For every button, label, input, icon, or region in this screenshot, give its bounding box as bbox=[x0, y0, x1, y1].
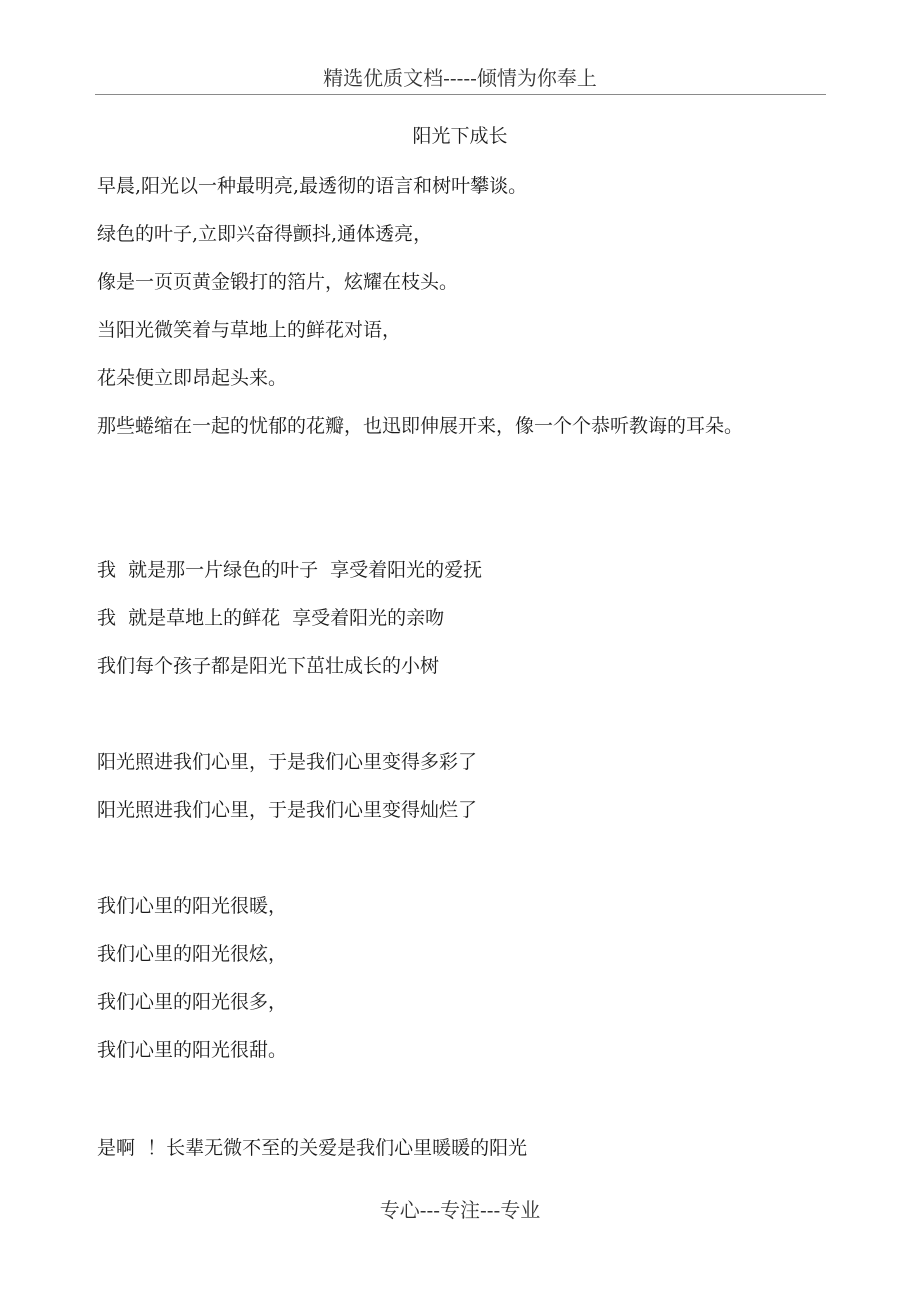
poem-line: 我 就是草地上的鲜花 享受着阳光的亲吻 bbox=[97, 607, 445, 629]
document-title: 阳光下成长 bbox=[412, 125, 508, 147]
poem-line: 我们心里的阳光很多， bbox=[97, 991, 288, 1013]
page-header: 精选优质文档-----倾情为你奉上 bbox=[323, 66, 597, 90]
poem-line: 我们心里的阳光很暖， bbox=[97, 895, 288, 917]
paragraph-line: 像是一页页黄金锻打的箔片，炫耀在枝头。 bbox=[97, 271, 459, 293]
poem-line: 我们每个孩子都是阳光下茁壮成长的小树 bbox=[97, 655, 440, 677]
poem-line: 阳光照进我们心里，于是我们心里变得多彩了 bbox=[97, 751, 478, 773]
poem-line: 阳光照进我们心里，于是我们心里变得灿烂了 bbox=[97, 799, 478, 821]
paragraph-line: 花朵便立即昂起头来。 bbox=[97, 367, 288, 389]
poem-line: 我 就是那一片绿色的叶子 享受着阳光的爱抚 bbox=[97, 559, 483, 581]
paragraph-line: 早晨,阳光以一种最明亮,最透彻的语言和树叶攀谈。 bbox=[97, 175, 528, 197]
poem-line: 我们心里的阳光很甜。 bbox=[97, 1039, 288, 1061]
paragraph-line: 那些蜷缩在一起的忧郁的花瓣，也迅即伸展开来，像一个个恭听教诲的耳朵。 bbox=[97, 415, 744, 437]
page-footer: 专心---专注---专业 bbox=[379, 1198, 541, 1222]
paragraph-line: 绿色的叶子,立即兴奋得颤抖,通体透亮， bbox=[97, 223, 433, 245]
header-divider bbox=[95, 94, 826, 95]
paragraph-line: 当阳光微笑着与草地上的鲜花对语， bbox=[97, 319, 402, 341]
closing-line: 是啊 ！长辈无微不至的关爱是我们心里暖暖的阳光 bbox=[97, 1137, 528, 1159]
poem-line: 我们心里的阳光很炫， bbox=[97, 943, 288, 965]
